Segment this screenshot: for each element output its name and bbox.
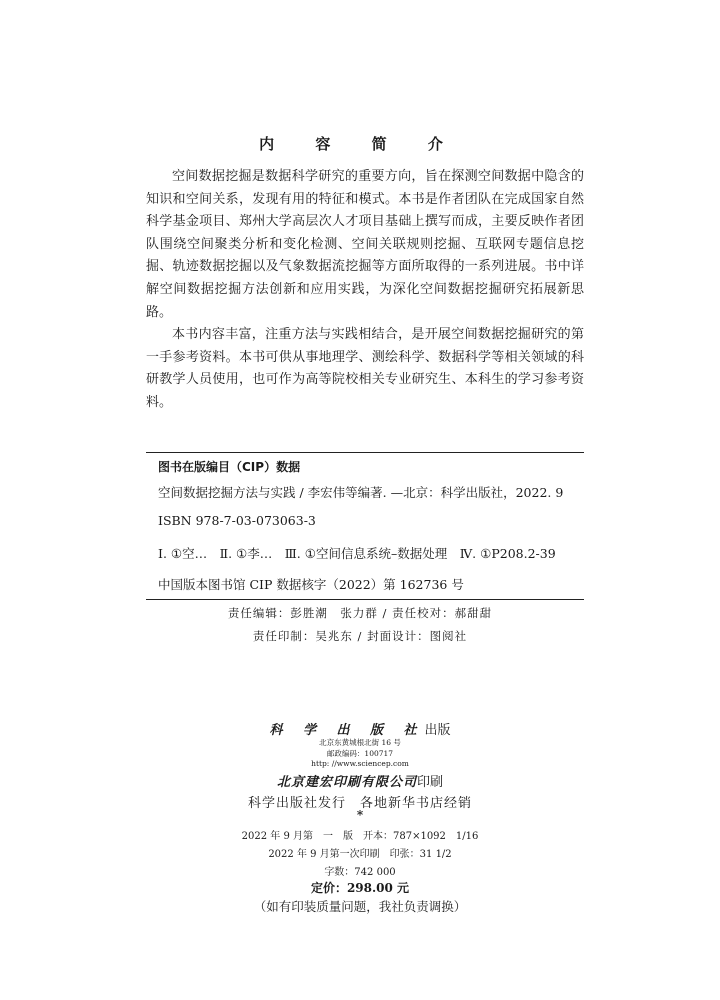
separator-star: *: [356, 808, 364, 822]
publisher-address: 北京东黄城根北街 16 号: [319, 738, 401, 747]
credits-editors: 责任编辑：彭胜潮 张力群 / 责任校对：郝甜甜: [227, 606, 493, 620]
intro-paragraph-2: 本书内容丰富，注重方法与实践相结合，是开展空间数据挖掘研究的第一手参考资料。本书可供从事地理学、测绘科学、数据科学等相关领域的科研教学人员使用，也可作为高等院校相关专业研究生、本科生的学习参考资料。: [146, 327, 584, 410]
price-line: 定价：298.00 元: [310, 881, 410, 895]
quality-note: （如有印装质量问题，我社负责调换）: [253, 899, 467, 914]
cip-bottom-rule: [146, 599, 584, 600]
cip-heading: 图书在版编目（CIP）数据: [158, 460, 301, 474]
wordcount-line: 字数：742 000: [324, 867, 396, 878]
cip-top-rule: [146, 452, 584, 453]
cip-verification: 中国版本图书馆 CIP 数据核字（2022）第 162736 号: [158, 577, 464, 592]
cip-isbn: ISBN 978-7-03-073063-3: [158, 513, 316, 528]
distribution-line: 科学出版社发行 各地新华书店经销: [247, 796, 472, 811]
printer-line: [0, 771, 720, 790]
page-title: 内 容 简 介: [259, 135, 461, 153]
intro-section: [146, 166, 584, 415]
printing-line: 2022 年 9 月第一次印刷 印张：31 1/2: [268, 849, 452, 860]
printer-suffix: 印刷: [417, 775, 444, 790]
cip-title-line: 空间数据挖掘方法与实践 / 李宏伟等编著. —北京：科学出版社，2022. 9: [158, 485, 564, 500]
publisher-url: http: //www.sciencep.com: [311, 759, 409, 768]
edition-line: 2022 年 9 月第 一 版 开本：787×1092 1/16: [241, 831, 479, 842]
publisher-name: 科 学 出 版 社: [269, 723, 425, 738]
publisher-line: [0, 719, 720, 738]
publisher-postcode: 邮政编码：100717: [326, 749, 394, 758]
printer-name: 北京建宏印刷有限公司: [276, 775, 417, 790]
publisher-suffix: 出版: [424, 723, 451, 738]
credits-printing: 责任印制：吴兆东 / 封面设计：图阅社: [252, 629, 468, 643]
cip-classification: Ⅰ. ①空… Ⅱ. ①李… Ⅲ. ①空间信息系统–数据处理 Ⅳ. ①P208.2-39: [158, 546, 556, 561]
intro-paragraph-1: 空间数据挖掘是数据科学研究的重要方向，旨在探测空间数据中隐含的知识和空间关系，发现有用的特征和模式。本书是作者团队在完成国家自然科学基金项目、郑州大学高层次人才项目基础上撰写而成，主要反映作者团队围绕空间聚类分析和变化检测、空间关联规则挖掘、互联网专题信息挖掘、轨迹数据挖掘以及气象数据流挖掘等方面所取得的一系列进展。书中详解空间数据挖掘方法创新和应用实践，为深化空间数据挖掘研究拓展新思路。: [146, 169, 584, 320]
cip-block: [146, 452, 584, 592]
